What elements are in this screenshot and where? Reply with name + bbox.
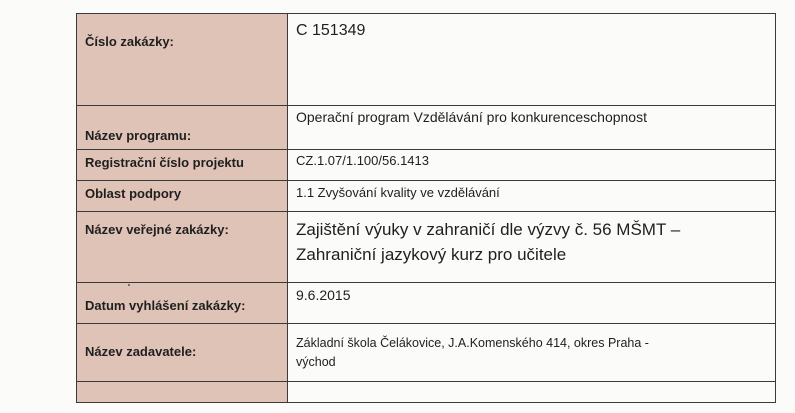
row-value-cell bbox=[288, 324, 776, 382]
row-label-cell bbox=[77, 106, 288, 150]
table-row bbox=[77, 283, 776, 324]
table-row bbox=[77, 14, 776, 106]
row-label-cell bbox=[77, 181, 288, 212]
row-value-cell bbox=[288, 382, 776, 403]
program-name-value: Operační program Vzdělávání pro konkurenceschopnost bbox=[296, 109, 647, 125]
support-area-value: 1.1 Zvyšování kvality ve vzdělávání bbox=[296, 185, 500, 200]
project-registration-value: CZ.1.07/1.100/56.1413 bbox=[296, 153, 429, 168]
row-label-cell bbox=[77, 150, 288, 181]
contract-number-label: Číslo zakázky: bbox=[85, 34, 174, 49]
table-row bbox=[77, 150, 776, 181]
table-row bbox=[77, 106, 776, 150]
row-label-cell bbox=[77, 324, 288, 382]
row-label-cell bbox=[77, 382, 288, 403]
table-row bbox=[77, 382, 776, 403]
row-value-cell bbox=[288, 150, 776, 181]
program-name-label: Název programu: bbox=[85, 128, 192, 143]
row-label-cell bbox=[77, 283, 288, 324]
contracting-authority-label: Název zadavatele: bbox=[85, 344, 197, 359]
project-registration-label: Registrační číslo projektu bbox=[85, 155, 244, 170]
announcement-date-value: 9.6.2015 bbox=[296, 287, 351, 303]
row-label-cell bbox=[77, 14, 288, 106]
public-contract-name-label: Název veřejné zakázky: bbox=[85, 222, 229, 237]
announcement-date-label: Datum vyhlášení zakázky: bbox=[85, 298, 246, 313]
support-area-label: Oblast podpory bbox=[85, 186, 182, 201]
contracting-authority-value-line-1: Základní škola Čelákovice, J.A.Komenského 414, okres Praha - bbox=[296, 336, 649, 350]
contracting-authority-value-line-2: východ bbox=[296, 355, 336, 369]
table-row bbox=[77, 212, 776, 283]
table-row bbox=[77, 324, 776, 382]
public-contract-name-value-line-1: Zajištění výuky v zahraničí dle výzvy č. 56 MŠMT – bbox=[296, 220, 681, 239]
row-label-cell bbox=[77, 212, 288, 283]
table-row bbox=[77, 181, 776, 212]
row-value-cell bbox=[288, 212, 776, 283]
contract-number-value: C 151349 bbox=[296, 22, 366, 39]
scan-speck bbox=[128, 284, 130, 286]
row-value-cell bbox=[288, 14, 776, 106]
public-contract-name-value-line-2: Zahraniční jazykový kurz pro učitele bbox=[296, 245, 567, 264]
contract-info-table bbox=[76, 13, 776, 403]
row-value-cell bbox=[288, 106, 776, 150]
row-value-cell bbox=[288, 181, 776, 212]
row-value-cell bbox=[288, 283, 776, 324]
